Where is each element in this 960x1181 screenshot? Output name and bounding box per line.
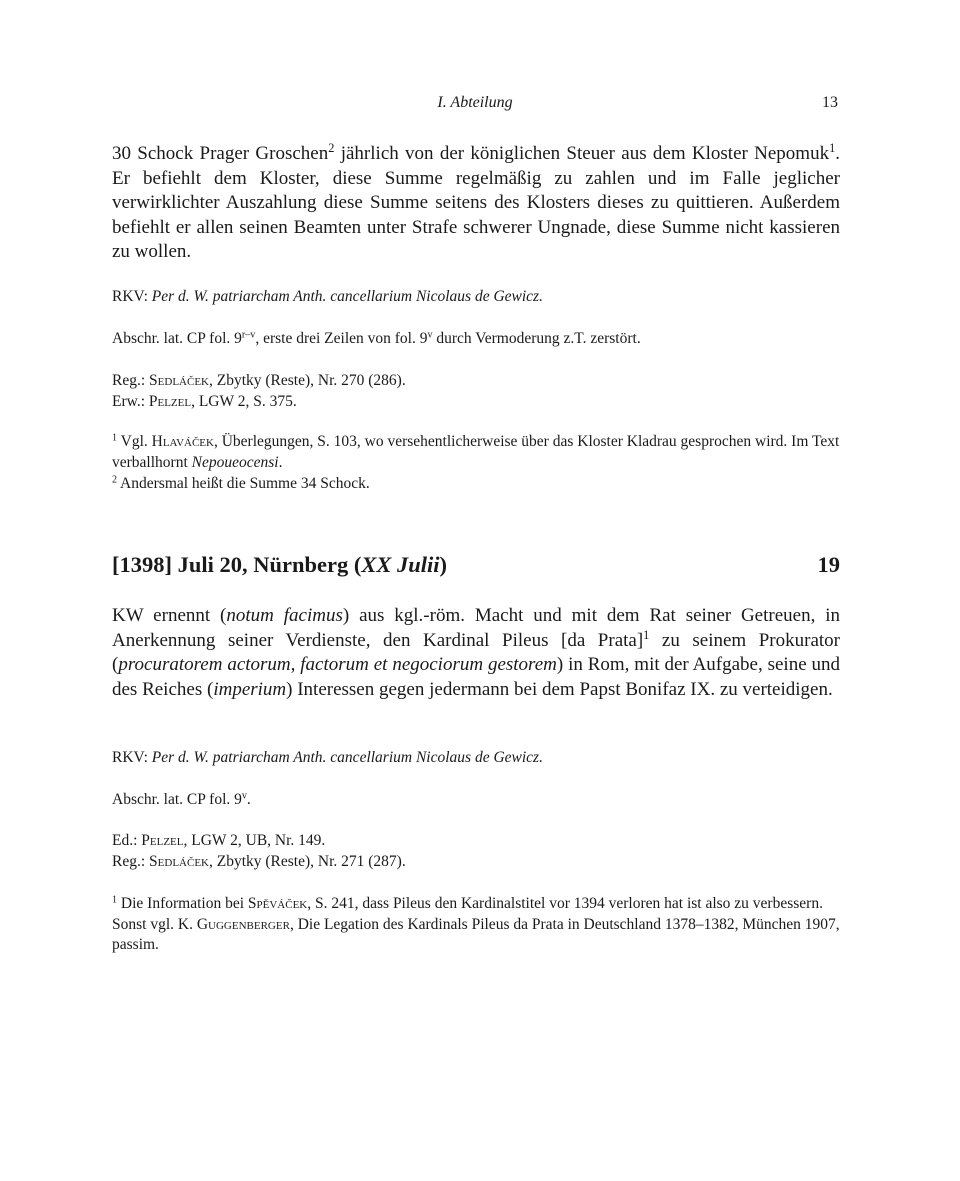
entry-prev-footnote-2: $^2$ Andersmal heißt die Summe 34 Schock. (112, 474, 370, 492)
entry-date-place: [1398] Juli 20, Nürnberg (XX Julii) (112, 552, 448, 577)
footnote-ref: 1 (643, 627, 650, 642)
page-number: 13 (822, 94, 838, 111)
entry-prev-rkv: RKV: Per d. W. patriarcham Anth. cancellarium Nicolaus de Gewicz. (112, 288, 543, 305)
entry-number: 19 (817, 552, 840, 577)
entry-19-footnote-1: $^1$ Die Information bei Spěváček, S. 241, dass Pileus den Kardinalstitel vor 1394 verloren hat ist also zu verbessern. Sonst vgl. K. Guggenberger, Die Legation des Kardinals Pileus da Prata in Deutschland 1378–1382, München 1907, passim. (112, 894, 840, 953)
running-head (112, 94, 838, 118)
footnote-ref: 1 (829, 141, 836, 156)
entry-19-rkv: RKV: Per d. W. patriarcham Anth. cancellarium Nicolaus de Gewicz. (112, 749, 543, 766)
entry-prev-summary: 30 Schock Prager Groschen$^2$ jährlich von der königlichen Steuer aus dem Kloster Nepomuk$^1$. Er befiehlt dem Kloster, diese Summe regelmäßig zu zahlen und im Falle jeglicher verwirklichter Auszahlung diese Summe seitens des Klosters dieses zu quittieren. Außerdem befiehlt er allen seinen Beamten unter Strafe schwerer Ungnade, diese Summe nicht kassieren zu wollen. (112, 141, 840, 262)
entry-prev-abschr: Abschr. lat. CP fol. 9$^{r-v}$, erste drei Zeilen von fol. 9$^v$ durch Vermoderung z.T. zerstört. (112, 329, 641, 347)
entry-prev-reg: Reg.: Sedláček, Zbytky (Reste), Nr. 270 (286). (112, 372, 406, 389)
running-head-title: I. Abteilung (437, 94, 513, 111)
entry-19-summary: KW ernennt (notum facimus) aus kgl.-röm. Macht und mit dem Rat seiner Getreuen, in Anerkennung seiner Verdienste, den Kardinal Pileus [da Prata]$^1$ zu seinem Prokurator (procuratorem actorum, factorum et negociorum gestorem) in Rom, mit der Aufgabe, seine und des Reiches (imperium) Interessen gegen jedermann bei dem Papst Bonifaz IX. zu verteidigen. (112, 605, 840, 700)
entry-19-abschr: Abschr. lat. CP fol. 9$^v$. (112, 790, 251, 808)
entry-heading (112, 552, 840, 582)
entry-prev-footnote-1: $^1$ Vgl. Hlaváček, Überlegungen, S. 103, wo versehentlicherweise über das Kloster Kladrau gesprochen wird. Im Text verballhornt Nepoueocensi. (112, 432, 840, 471)
entry-prev-erw: Erw.: Pelzel, LGW 2, S. 375. (112, 393, 297, 410)
entry-19-ed: Ed.: Pelzel, LGW 2, UB, Nr. 149. (112, 832, 326, 849)
entry-19-reg: Reg.: Sedláček, Zbytky (Reste), Nr. 271 (287). (112, 853, 406, 870)
footnote-ref: 2 (328, 141, 335, 156)
